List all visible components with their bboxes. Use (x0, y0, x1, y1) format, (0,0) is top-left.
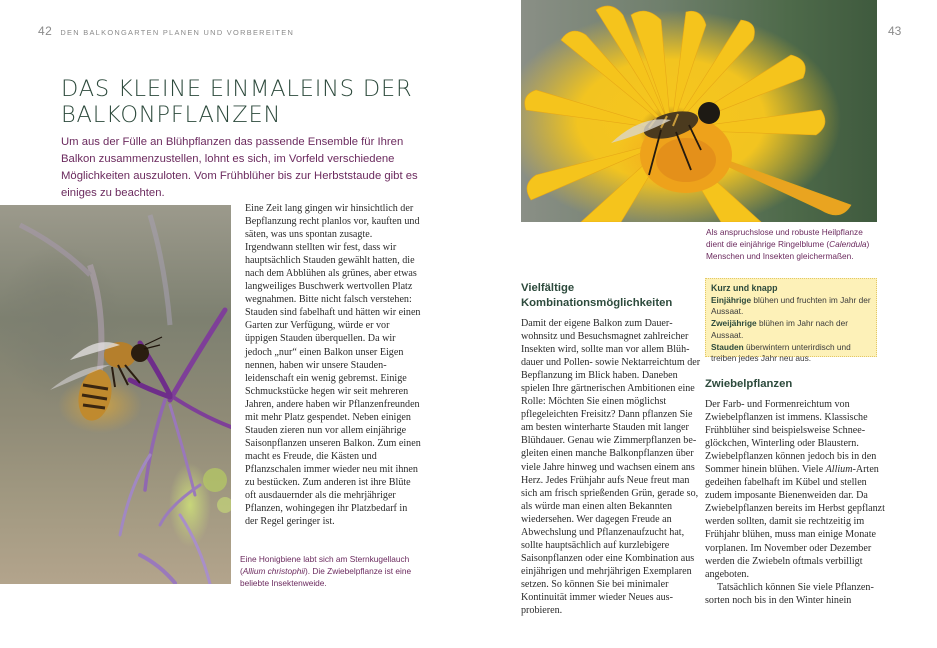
info-box-term: Stauden (711, 341, 744, 352)
intro-paragraph: Eine Zeit lang gingen wir hinsichtlich der Bepflanzung recht planlos vor, kauften und säten, was uns spontan zusagte. Irgendwann stellten wir fest, dass wir hauptsächlich Stauden gewählt hatten, die nach dem Abblühen als grünes, aber etwas langweiliges Buschwerk wertvollen Platz wegnahmen. Bitte nicht falsch verstehen: Stauden sind fabelhaft und hätten wir einen Garten zur Verfügung, würde er vor üppigen Stauden überquellen. Da wir jedoch „nur“ einen Balkon unser Eigen nennen, haben wir unsere Staudenleidenschaft ein wenig gebremst. Einige Schmuckstücke hegen wir seit mehreren Jahren, andere haben wir Pflanzenfreunden mit mehr Platz gespendet. Neben einigen Stauden zieren nun vor allem einjährige Saisonpflanzen unseren Balkon. Zum einen macht es Freude, die Kästen und Pflanzschalen immer wieder neu mit ihnen zu bestücken. Zum anderen ist ihre Blüte oft ausdauernder als die mehrjähriger Pflanzen, wohingegen ihr Platzbedarf in der Regel geringer ist. (245, 203, 421, 528)
page-number: 43 (888, 24, 902, 38)
bulbs-body-text (705, 398, 890, 607)
hoverfly-calendula-illustration (521, 0, 877, 222)
bulbs-text: -Arten gedeihen fabelhaft im Kübel und stellen zudem imposante Bienenweiden dar. Da Zwiebelpflanzen bereits im Herbst gepflanzt werden sollten, damit sie rechtzeitig im Frühjahr blühen, muss man einige Monate vorplanen. Im November oder Dezember werden die Zwiebeln oftmals verbilligt angeboten. (705, 464, 885, 580)
caption-text: Eine Honigbiene labt sich am Sternkugellauch ( (240, 554, 410, 576)
info-box-term: Zweijährige (711, 318, 757, 329)
info-box-item (711, 318, 871, 341)
caption-text: ). Die Zwiebelpflanze ist eine beliebte Insektenweide. (240, 566, 412, 588)
running-head (38, 24, 294, 38)
lead-paragraph: Um aus der Fülle an Blühpflanzen das passende Ensemble für Ihren Balkon zusammenzustellen, lohnt es sich, im Vorfeld verschiedene Möglichkeiten auszuloten. Vom Frühblüher bis zur Herbststaude gibt es einiges zu beachten. (61, 136, 418, 199)
section-heading-combinations: Vielfältige Kombinationsmöglichkeiten (521, 282, 673, 309)
bulbs-latin-name: Allium (825, 464, 853, 476)
caption-latin-name: Allium christophii (242, 566, 306, 576)
caption-text: ) Menschen und Insekten gleichermaßen. (706, 239, 870, 261)
right-page (470, 0, 937, 648)
info-box-summary (705, 278, 877, 364)
info-box-definition: überwintern unterirdisch und treiben jedes Jahr neu aus. (711, 341, 851, 364)
combinations-paragraph: Damit der eigene Balkon zum Dauerwohnsitz und Besuchsmagnet zahlreicher Insekten wird, sollte man vor allem Blühdauer und Pollen- sowie Nektarreichtum der Bepflanzung im Blick haben. Daneben spielen Ihre gärtnerischen Ambitionen eine Rolle: Möchten Sie einen möglichst pflegeleichten Freisitz? Dann pflanzen Sie am besten winterharte Stauden mit langer Blühdauer. Genau wie Zimmerpflanzen begleiten einen manche Balkonpflanzen über viele Jahre hinweg und wachsen einem ans Herz. Jedes Frühjahr aufs Neue freut man sich am frisch sprießenden Grün, gerade so, als würde man einen alten Bekannten wiedersehen. Wer dagegen Freude an Abwechslung und Pflanzenaufzucht hat, sollte hauptsächlich auf kurzlebigere Saisonpflanzen oder eine Kombination aus einjährigen und mehrjährigen Exemplaren setzen. So können Sie bei minimaler Kontinuität immer wieder Neues ausprobieren. (521, 318, 701, 617)
bulbs-text: Der Farb- und Formenreichtum von Zwiebelpflanzen ist immens. Klassische Frühblüher sind beispielsweise Schneeglöckchen, Winterling oder Blaustern. Zwiebelpflanzen können jedoch bis in den Sommer hinein blühen. Viele (705, 399, 877, 476)
info-box-definition: blühen und fruchten im Jahr der Aussaat. (711, 294, 871, 317)
page-number: 42 (38, 24, 53, 38)
photo-caption-calendula (706, 226, 876, 262)
section-heading-bulbs: Zwiebelpflanzen (705, 378, 793, 390)
intro-body-text (245, 202, 422, 528)
bulbs-paragraph-2: Tatsächlich können Sie viele Pflanzensorten noch bis in den Winter hinein (705, 581, 874, 606)
photo-honeybee-allium (0, 205, 231, 584)
caption-text: Als anspruchslose und robuste Heilpflanze dient die einjährige Ringelblume ( (706, 227, 863, 249)
page-title: DAS KLEINE EINMALEINS DER BALKONPFLANZEN (61, 76, 413, 128)
combinations-body-text (521, 317, 701, 617)
info-box-title: Kurz und knapp (711, 283, 778, 293)
info-box-item (711, 295, 871, 318)
honeybee-allium-illustration (0, 205, 231, 584)
photo-hoverfly-calendula (521, 0, 877, 222)
chapter-label: DEN BALKONGARTEN PLANEN UND VORBEREITEN (60, 28, 295, 37)
info-box-item (711, 342, 871, 365)
photo-caption-allium (240, 553, 420, 589)
caption-latin-name: Calendula (829, 239, 867, 249)
bulbs-paragraph (705, 398, 890, 581)
info-box-term: Einjährige (711, 294, 752, 305)
info-box-definition: blühen im Jahr nach der Aussaat. (711, 318, 848, 340)
